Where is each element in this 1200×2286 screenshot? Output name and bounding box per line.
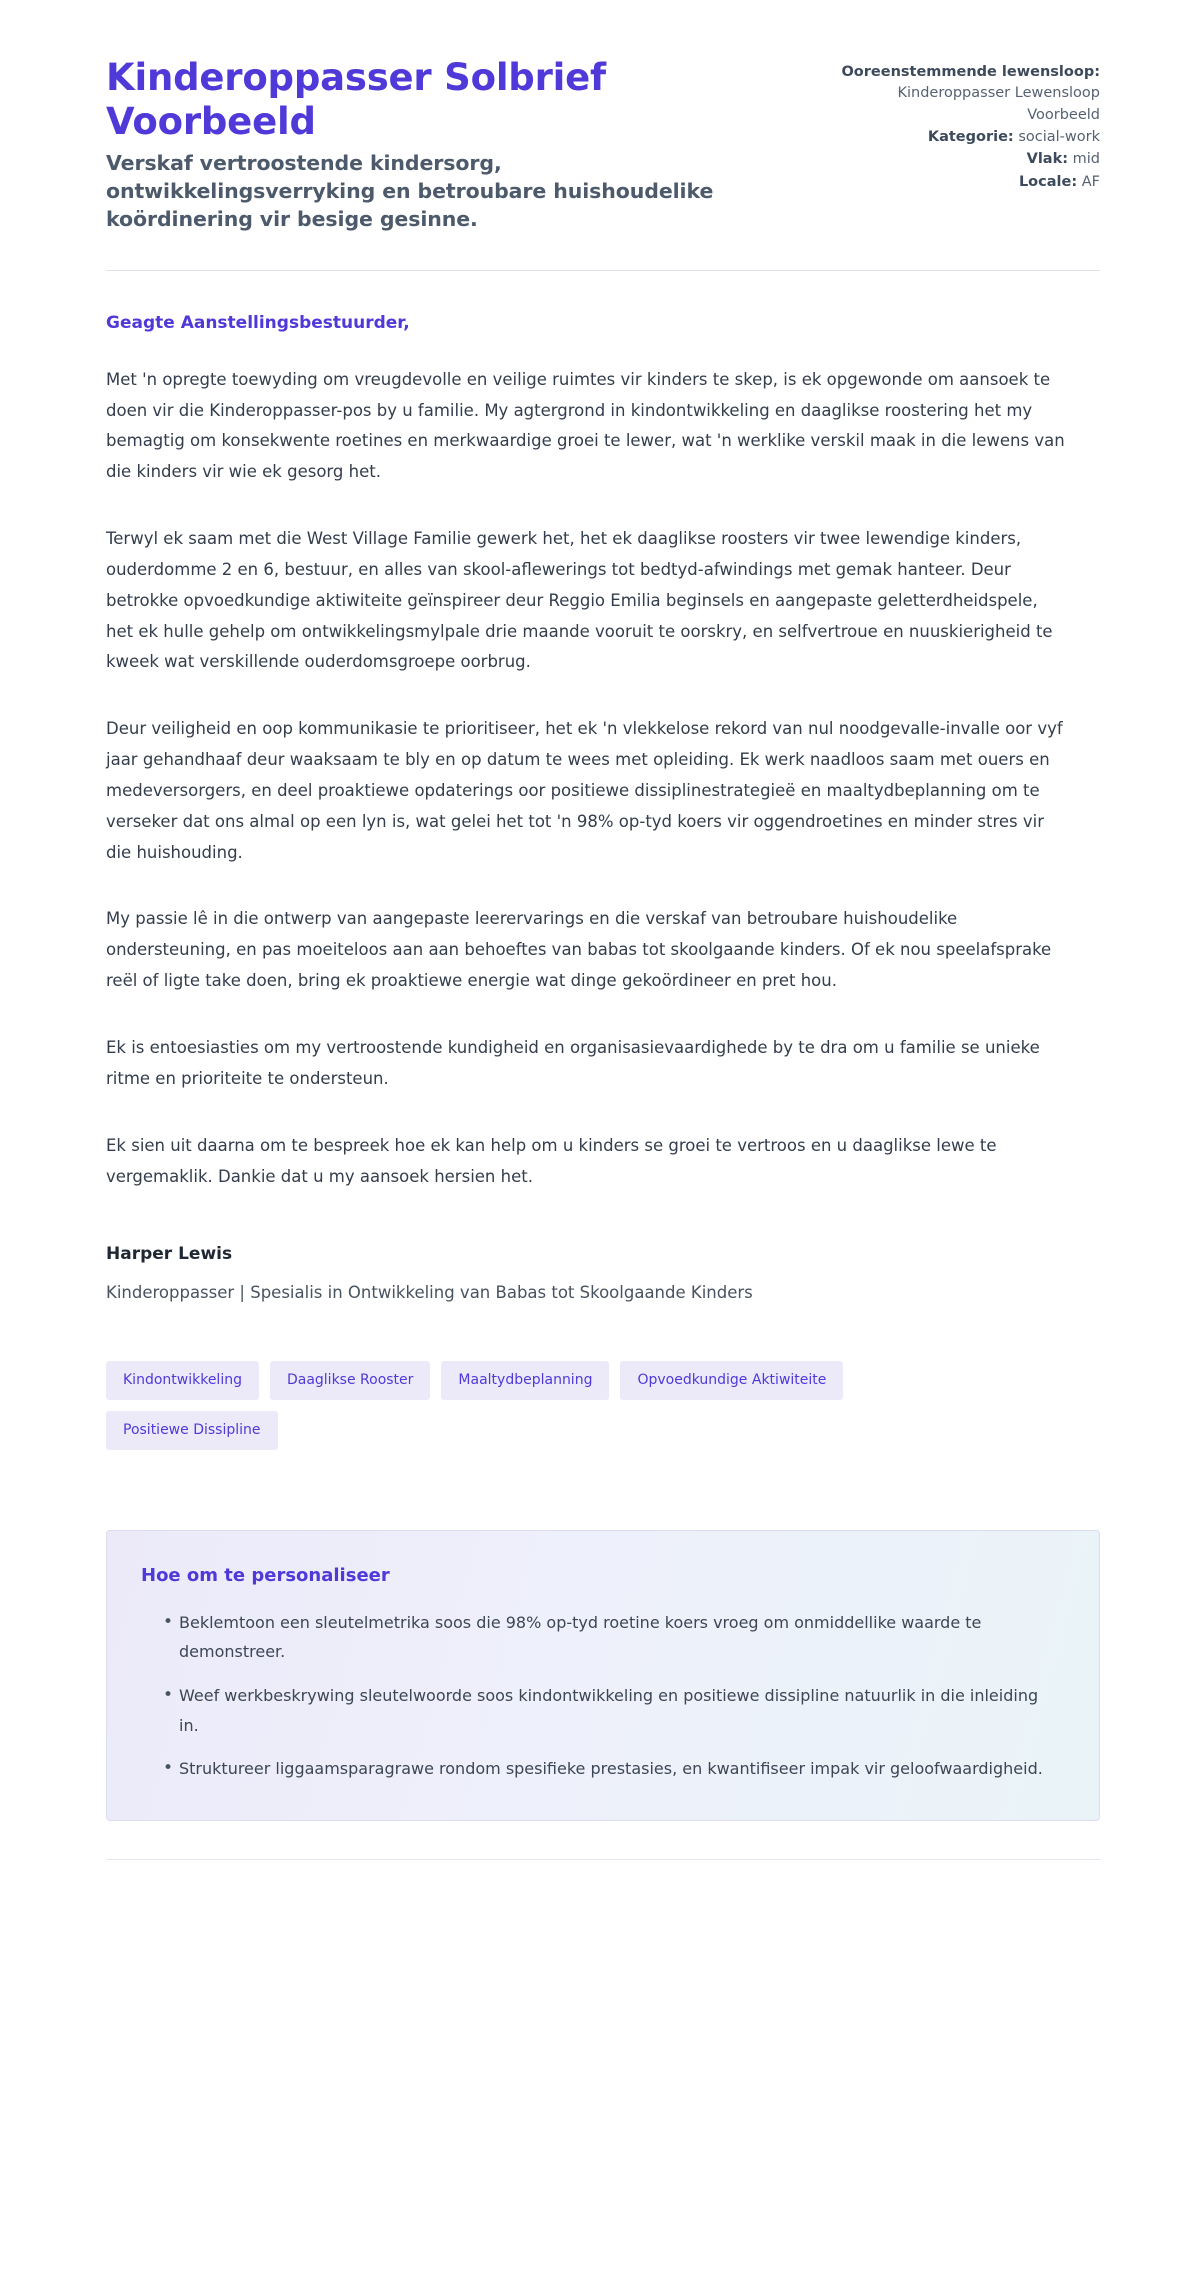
signature-name: Harper Lewis [106,1244,233,1265]
meta-label-resume: Ooreenstemmende lewensloop: [841,64,1100,80]
meta-value-category: social-work [1018,128,1100,145]
tag-chip[interactable]: Opvoedkundige Aktiwiteite [620,1361,843,1400]
tag-chip[interactable]: Positiewe Dissipline [106,1411,278,1450]
meta-value-resume: Kinderoppasser Lewensloop Voorbeeld [897,85,1100,123]
callout-tip-item: • Weef werkbeskrywing sleutelwoorde soos kindontwikkeling en positiewe dissipline natuurlik in die inleiding in. [163,1681,1061,1740]
meta-value-level: mid [1072,151,1100,168]
meta-label-category: Kategorie: [927,128,1014,145]
footer-divider [106,1859,1100,1860]
letter-salutation: Geagte Aanstellingsbestuurder, [106,312,410,333]
meta-row-locale [835,172,1100,193]
page-subtitle: Verskaf vertroostende kindersorg, ontwikkelingsverryking en betroubare huishoudelike koördinering vir besige gesinne. [106,151,714,231]
meta-row-resume [835,62,1100,126]
letter-paragraph: My passie lê in die ontwerp van aangepaste leerervarings en die verskaf van betroubare huishoudelike ondersteuning, en pas moeiteloos aan aan behoeftes van babas tot skoolgaande kinders. Of ek nou speelafsprake reël of ligte take doen, bring ek proaktiewe energie wat dinge gekoördineer en pret hou. [106,909,1052,991]
letter-paragraph: Ek sien uit daarna om te bespreek hoe ek kan help om u kinders se groei te vertroos en u daaglikse lewe te vergemaklik. Dankie dat u my aansoek hersien het. [106,1135,997,1186]
meta-label-locale: Locale: [1018,173,1078,190]
callout-title: Hoe om te personaliseer [141,1564,390,1586]
tag-chip[interactable]: Maaltydbeplanning [441,1361,609,1400]
callout-tip-list [141,1608,1061,1784]
meta-label-level: Vlak: [1026,151,1069,168]
letter-signature [106,1244,1100,1306]
letter-paragraph: Ek is entoesiasties om my vertroostende kundigheid en organisasievaardighede by te dra om u familie se unieke ritme en prioriteite te ondersteun. [106,1038,1040,1088]
signature-role: Kinderoppasser | Spesialis in Ontwikkeling van Babas tot Skoolgaande Kinders [106,1283,753,1303]
tag-list [106,1361,986,1450]
meta-value-locale: AF [1081,173,1100,190]
header-title-block [106,56,726,234]
page-title: Kinderoppasser Solbrief Voorbeeld [106,56,606,144]
letter-paragraph: Met 'n opregte toewyding om vreugdevolle en veilige ruimtes vir kinders te skep, is ek opgewonde om aansoek te doen vir die Kinderoppasser-pos by u familie. My agtergrond in kindontwikkeling en daaglikse roostering het my bemagtig om konsekwente roetines en merkwaardige groei te lewer, wat 'n werklike verskil maak in die lewens van die kinders vir wie ek gesorg het. [106,369,1065,482]
meta-row-level [835,149,1100,170]
meta-row-category [835,127,1100,148]
tag-chip[interactable]: Kindontwikkeling [106,1361,259,1400]
personalization-callout [106,1530,1100,1821]
document-header [106,56,1100,234]
letter-paragraph: Terwyl ek saam met die West Village Familie gewerk het, het ek daaglikse roosters vir twee lewendige kinders, ouderdomme 2 en 6, bestuur, en alles van skool-aflewerings tot bedtyd-afwindings met gemak hanteer. Deur betrokke opvoedkundige aktiwiteite geïnspireer deur Reggio Emilia beginsels en aangepaste geletterdheidspele, het ek hulle gehelp om ontwikkelingsmylpale drie maande vooruit te oorskry, en selfvertroue en nuuskierigheid te kweek wat verskillende ouderdomsgroepe oorbrug. [106,529,1053,672]
callout-tip-item: • Beklemtoon een sleutelmetrika soos die 98% op-tyd roetine koers vroeg om onmiddellike waarde te demonstreer. [163,1608,1061,1667]
callout-tip-item: • Struktureer liggaamsparagrawe rondom spesifieke prestasies, en kwantifiseer impak vir geloofwaardigheid. [163,1754,1061,1784]
document-metadata [835,56,1100,194]
letter-paragraph: Deur veiligheid en oop kommunikasie te prioritiseer, het ek 'n vlekkelose rekord van nul noodgevalle-invalle oor vyf jaar gehandhaaf deur waaksaam te bly en op datum te wees met opleiding. Ek werk naadloos saam met ouers en medeversorgers, en deel proaktiewe opdaterings oor positiewe dissiplinestrategieë en maaltydbeplanning om te verseker dat ons almal op een lyn is, wat gelei het tot 'n 98% op-tyd koers vir oggendroetines en minder stres vir die huishouding. [106,719,1063,862]
tag-chip[interactable]: Daaglikse Rooster [270,1361,430,1400]
cover-letter-body [106,271,1100,1193]
